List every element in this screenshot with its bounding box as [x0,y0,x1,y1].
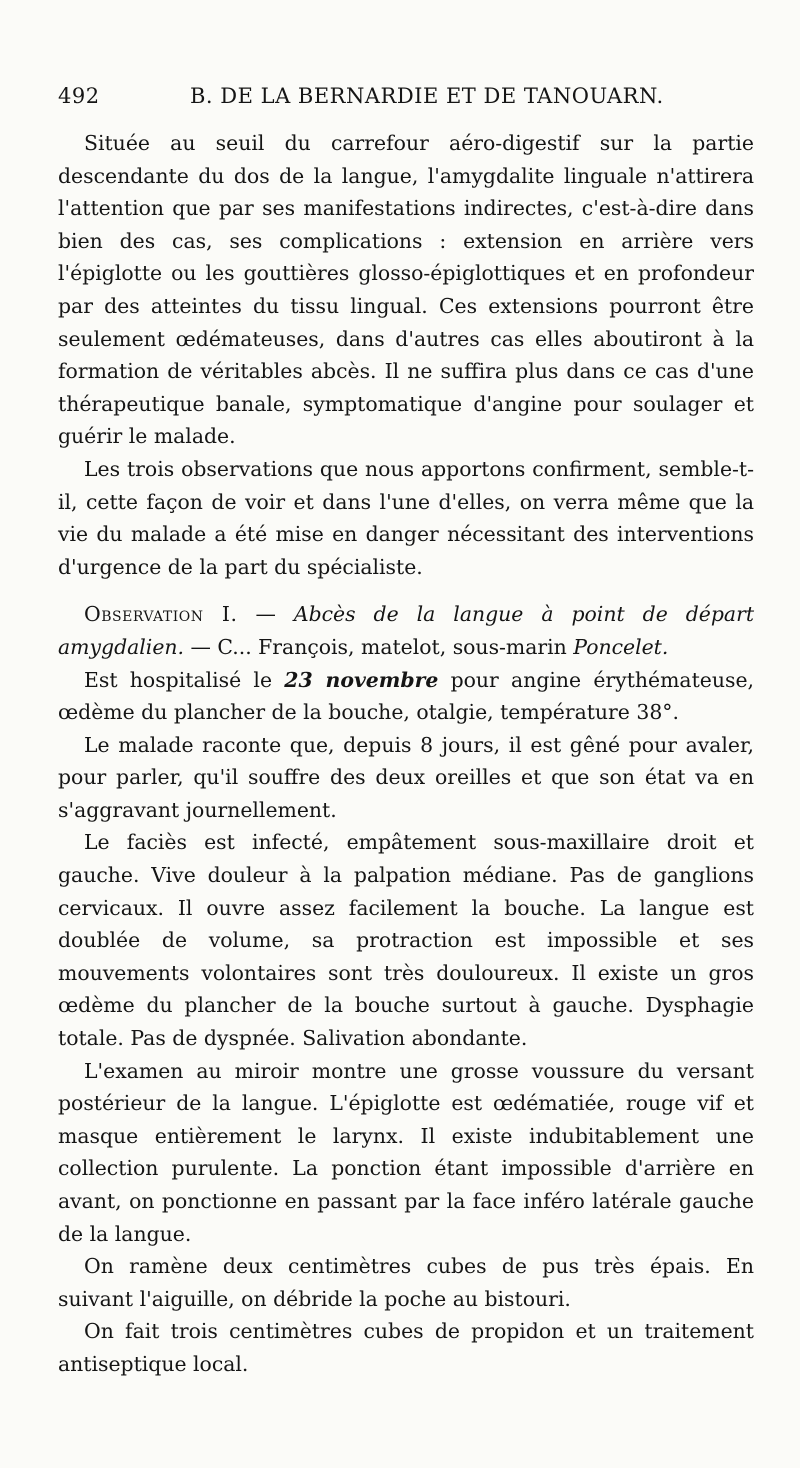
book-page [58,0,754,1468]
observation-dash: — [237,602,294,627]
paragraph-intro: Située au seuil du carrefour aéro-digestif sur la partie descendante du dos de la langue, l'amygdalite linguale n'attirera l'attention que par ses manifestations indirectes, c'est-à-dire dans bien des cas, ses complications : extension en arrière vers l'épiglotte ou les gouttières glosso-épiglottiques et en profondeur par des atteintes du tissu lingual. Ces extensions pourront être seulement œdémateuses, dans d'autres cas elles aboutiront à la formation de véritables abcès. Il ne suffira plus dans ce cas d'une thérapeutique banale, symptomatique d'angine pour soulager et guérir le malade. [58,131,754,449]
paragraph-treatment: On fait trois centimètres cubes de propidon et un traitement antiseptique local. [58,1319,754,1376]
observation-title: Abcès de la langue à point de départ amygdalien. [58,602,755,659]
body-text [58,127,754,1381]
paragraph-history: Le malade raconte que, depuis 8 jours, il est gêné pour avaler, pour parler, qu'il souffre des deux oreilles et que son état va en s'aggravant journellement. [58,732,754,822]
observation-patient: — C... François, matelot, sous-marin [184,634,574,659]
running-title: B. DE LA BERNARDIE ET DE TANOUARN. [190,84,664,108]
admission-text-b: pour angine érythémateuse, œdème du plancher de la bouche, otalgie, température 38°. [58,667,754,725]
paragraph-drainage: On ramène deux centimètres cubes de pus très épais. En suivant l'aiguille, on débride la poche au bistouri. [58,1254,754,1311]
observation-label: Observation I. [84,602,238,627]
observation-ship: Poncelet. [573,634,669,659]
paragraph-exam: Le faciès est infecté, empâtement sous-maxillaire droit et gauche. Vive douleur à la palpation médiane. Pas de ganglions cervicaux. Il ouvre assez facilement la bouche. La langue est doublée de volume, sa protraction est impossible et ses mouvements volontaires sont très douloureux. Il existe un gros œdème du plancher de la bouche surtout à gauche. Dysphagie totale. Pas de dyspnée. Salivation abondante. [58,830,754,1051]
paragraph-admission [58,664,754,729]
admission-text-a: Est hospitalisé le [84,667,285,692]
page-header [58,84,754,116]
paragraph-mirror-exam: L'examen au miroir montre une grosse voussure du versant postérieur de la langue. L'épiglotte est œdématiée, rouge vif et masque entièrement le larynx. Il existe indubitablement une collection purulente. La ponction étant impossible d'arrière en avant, on ponctionne en passant par la face inféro latérale gauche de la langue. [58,1058,754,1246]
page-number: 492 [58,84,100,108]
paragraph-observations: Les trois observations que nous apportons confirment, semble-t-il, cette façon de voir et dans l'une d'elles, on verra même que la vie du malade a été mise en danger nécessitant des interventions d'urgence de la part du spécialiste. [58,456,754,579]
observation-heading [58,598,754,663]
admission-date: 23 novembre [284,667,439,692]
